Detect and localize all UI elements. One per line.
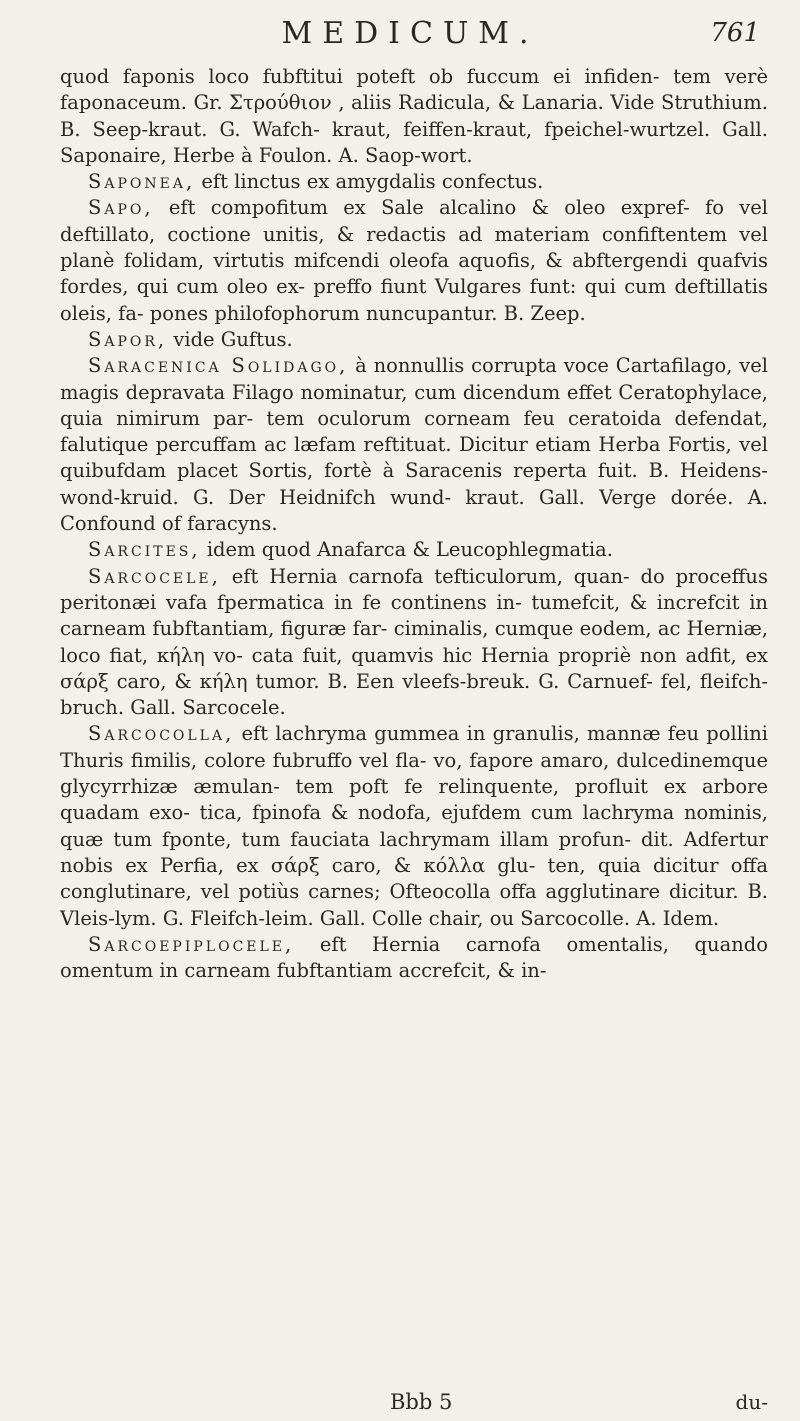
entry-sarcoepiplocele: Sarcoepiplocele, eft Hernia carnofa omentalis, quando omentum in carneam fubftantiam accrefcit, & in- bbox=[60, 932, 768, 983]
page-footer bbox=[60, 1390, 768, 1418]
page-header bbox=[60, 16, 760, 56]
lemma: Saponea, bbox=[88, 170, 196, 194]
entry-continuation: quod faponis loco fubftitui poteft ob fuccum ei infiden- tem verè faponaceum. Gr. Στρούθιον , aliis Radicula, & Lanaria. Vide Struthium. B. Seep-kraut. G. Wafch- kraut, feiffen-kraut, fpeichel-wurtzel. Gall. Saponaire, Herbe à Foulon. A. Saop-wort. bbox=[60, 65, 768, 167]
entry-sarcocele: Sarcocele, eft Hernia carnofa tefticulorum, quan- do proceffus peritonæi vafa fpermatica in fe continens in- tumefcit, & increfcit in carneam fubftantiam, figuræ far- ciminalis, cumque eodem, ac Herniæ, loco fiat, κήλη vo- cata fuit, quamvis hic Hernia propriè non adfit, ex σάρξ caro, & κήλη tumor. B. Een vleefs-breuk. G. Carnuef- fel, fleifch-bruch. Gall. Sarcocele. bbox=[60, 564, 768, 720]
catchword: du- bbox=[735, 1390, 768, 1414]
page-number: 761 bbox=[710, 18, 760, 48]
lemma: Sarcoepiplocele, bbox=[88, 932, 295, 956]
entry-saponea: Saponea, eft linctus ex amygdalis confectus. bbox=[88, 170, 544, 194]
lemma: Saracenica Solidago, bbox=[88, 354, 349, 378]
lemma: Sarcocolla, bbox=[88, 722, 235, 746]
entry-sarcocolla: Sarcocolla, eft lachryma gummea in granulis, mannæ feu pollini Thuris fimilis, colore fubruffo vel fla- vo, fapore amaro, dulcedinemque glycyrrhizæ æmulan- tem poft fe relinquente, profluit ex arbore quadam exo- tica, fpinofa & nodofa, ejufdem cum lachryma nominis, quæ tum fponte, tum fauciata lachrymam illam profun- dit. Adfertur nobis ex Perfia, ex σάρξ caro, & κόλλα glu- ten, quia dicitur offa conglutinare, vel potiùs carnes; Ofteocolla offa agglutinare dicitur. B. Vleis-lym. G. Fleifch-leim. Gall. Colle chair, ou Sarcocolle. A. Idem. bbox=[60, 722, 768, 930]
lemma: Sapor, bbox=[88, 327, 168, 351]
signature-mark: Bbb 5 bbox=[390, 1390, 453, 1414]
running-title: MEDICUM. bbox=[281, 16, 539, 51]
lemma: Sarcites, bbox=[88, 538, 201, 562]
lemma: Sarcocele, bbox=[88, 564, 221, 588]
entry-sapo: Sapo, eft compofitum ex Sale alcalino & oleo expref- fo vel deftillato, coctione unitis, & redactis ad materiam confiftentem vel planè folidam, virtutis mifcendi oleofa aquofis, & abftergendi quafvis fordes, qui cum oleo ex- preffo fiunt Vulgares funt: qui cum deftillatis oleis, fa- pones philofophorum nuncupantur. B. Zeep. bbox=[60, 196, 769, 325]
entry-saracenica-solidago: Saracenica Solidago, à nonnullis corrupta voce Cartafilago, vel magis depravata Filago nominatur, cum dicendum effet Ceratophylace, quia nimirum par- tem oculorum corneam feu ceratoida defendat, falutique percuffam ac læfam reftituat. Dicitur etiam Herba Fortis, vel quibufdam placet Sortis, fortè à Saracenis reperta fuit. B. Heidens-wond-kruid. G. Der Heidnifch wund- kraut. Gall. Verge dorée. A. Confound of faracyns. bbox=[60, 354, 769, 536]
dictionary-text bbox=[60, 64, 768, 984]
entry-sapor: Sapor, vide Guftus. bbox=[88, 327, 293, 351]
entry-sarcites: Sarcites, idem quod Anafarca & Leucophlegmatia. bbox=[88, 538, 613, 562]
lemma: Sapo, bbox=[88, 196, 154, 220]
